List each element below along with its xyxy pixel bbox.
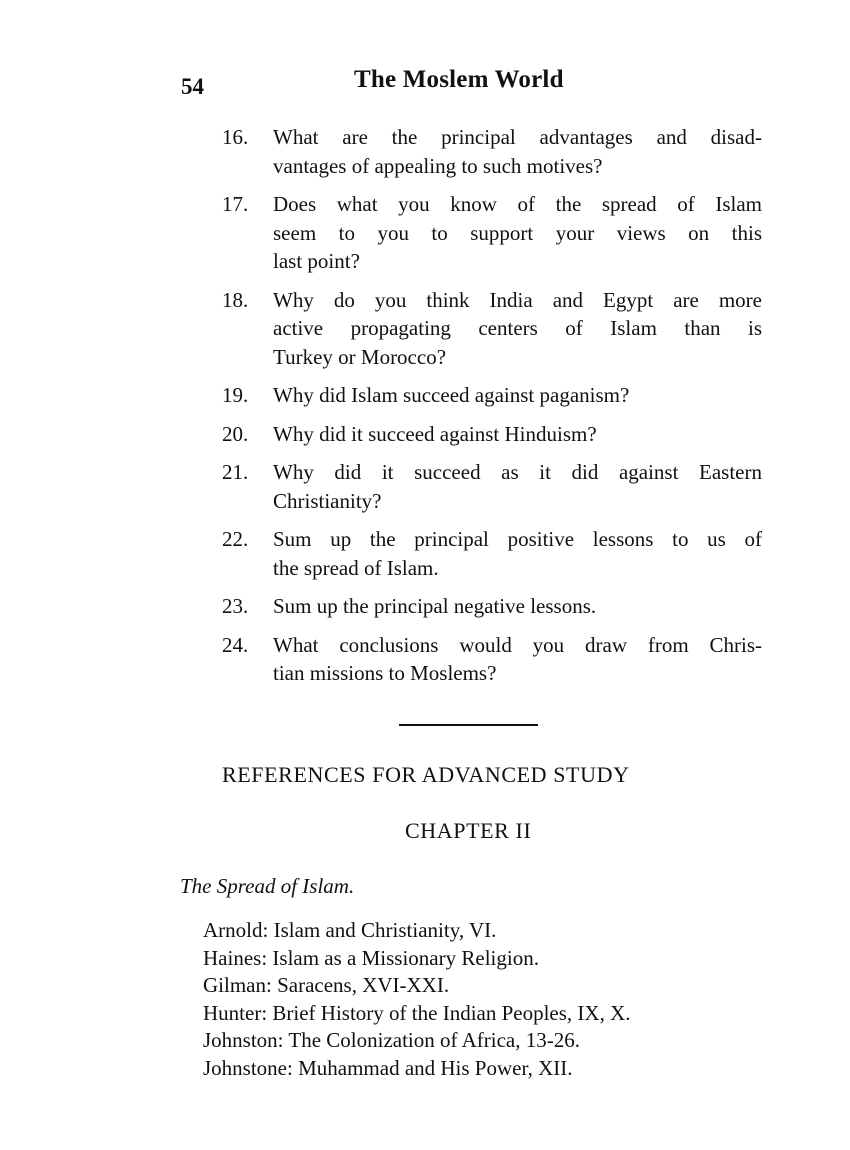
question-number: 24. (222, 632, 249, 657)
question-text (273, 381, 762, 410)
question-item (222, 123, 762, 180)
question-text (273, 286, 762, 372)
question-line: Sum up the principal negative lessons. (273, 594, 597, 618)
question-line: Sum up the principal positive lessons to us of (273, 527, 762, 551)
question-item (222, 420, 762, 449)
question-line: What conclusions would you draw from Chris- (273, 632, 762, 657)
reference-item: Arnold: Islam and Christianity, VI. (203, 918, 497, 942)
question-number: 18. (222, 287, 249, 312)
reference-item: Gilman: Saracens, XVI-XXI. (203, 973, 450, 997)
question-number: 21. (222, 460, 249, 484)
question-item (222, 286, 762, 372)
question-item (222, 592, 762, 621)
question-line: Why did Islam succeed against paganism? (273, 383, 630, 407)
question-item (222, 190, 762, 276)
question-line: Turkey or Morocco? (273, 344, 447, 369)
reference-item: Johnston: The Colonization of Africa, 13-26. (203, 1028, 580, 1052)
question-line: Why do you think India and Egypt are more (273, 287, 762, 312)
question-number: 22. (222, 527, 249, 551)
question-line: vantages of appealing to such motives? (273, 153, 603, 178)
question-line: Why did it succeed against Hinduism? (273, 421, 597, 446)
question-number: 23. (222, 594, 249, 618)
question-line: What are the principal advantages and disad- (273, 125, 762, 149)
question-line: Why did it succeed as it did against Eastern (273, 460, 762, 484)
reference-list (203, 917, 631, 1082)
question-text (273, 525, 762, 582)
question-text (273, 190, 762, 276)
section-divider (399, 724, 538, 726)
question-line: last point? (273, 249, 360, 273)
question-text (273, 592, 762, 621)
question-line: Does what you know of the spread of Islam (273, 192, 762, 216)
question-item (222, 458, 762, 515)
question-line: active propagating centers of Islam than is (273, 316, 762, 340)
question-list (222, 123, 762, 698)
question-item (222, 381, 762, 410)
question-number: 17. (222, 192, 249, 216)
question-line: tian missions to Moslems? (273, 661, 497, 685)
references-heading: REFERENCES FOR ADVANCED STUDY (222, 762, 630, 787)
question-line: seem to you to support your views on this (273, 220, 762, 245)
question-line: the spread of Islam. (273, 555, 439, 580)
question-line: Christianity? (273, 488, 382, 513)
question-number: 20. (222, 421, 249, 446)
question-number: 19. (222, 383, 249, 407)
section-title: The Spread of Islam. (180, 874, 355, 898)
running-title: The Moslem World (354, 66, 564, 93)
reference-item: Johnstone: Muhammad and His Power, XII. (203, 1055, 573, 1080)
question-text (273, 458, 762, 515)
question-text (273, 420, 762, 449)
page-number: 54 (181, 74, 204, 99)
reference-item: Haines: Islam as a Missionary Religion. (203, 945, 539, 970)
question-item (222, 525, 762, 582)
question-text (273, 631, 762, 688)
question-text (273, 123, 762, 180)
chapter-heading: CHAPTER II (405, 818, 532, 843)
question-number: 16. (222, 125, 249, 149)
question-item (222, 631, 762, 688)
reference-item: Hunter: Brief History of the Indian Peoples, IX, X. (203, 1000, 631, 1025)
